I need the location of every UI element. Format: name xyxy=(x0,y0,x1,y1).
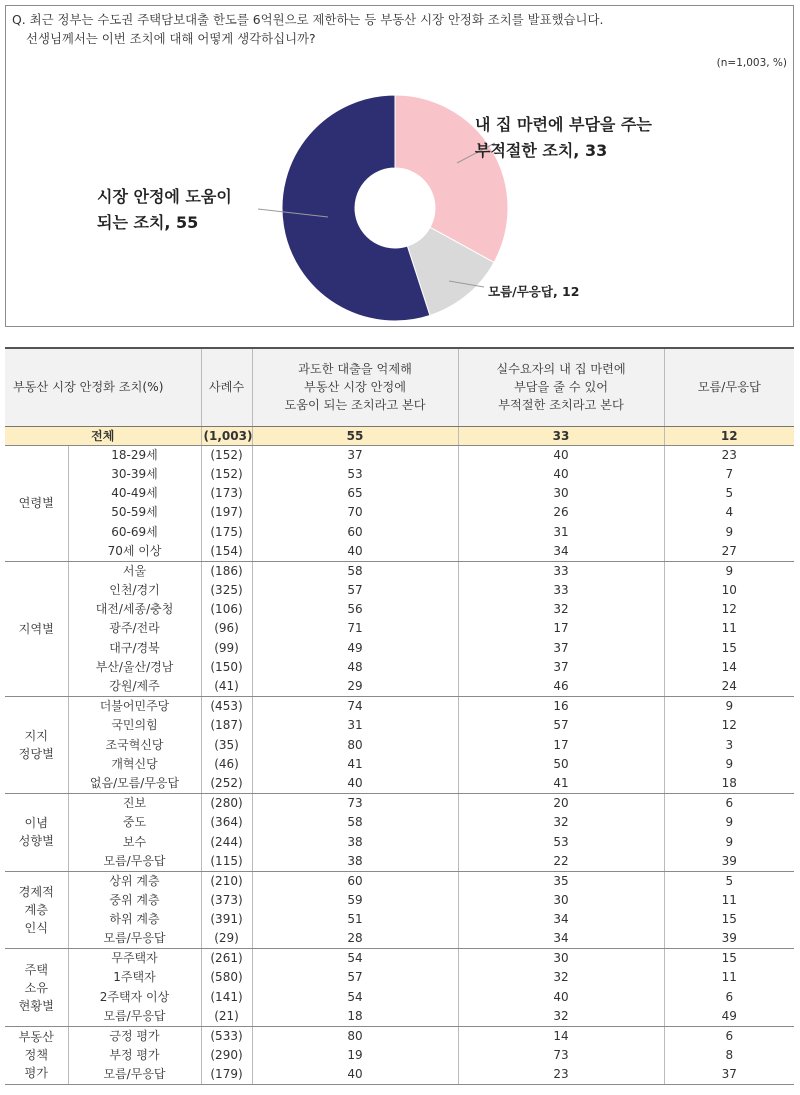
row-helpful: 59 xyxy=(252,891,458,910)
row-label: 1주택자 xyxy=(68,968,201,987)
slice-label-inappropriate-line-1: 내 집 마련에 부담을 주는 xyxy=(475,115,652,134)
table-row xyxy=(5,600,794,619)
row-dont-know: 9 xyxy=(664,522,794,541)
row-label: 60-69세 xyxy=(68,522,201,541)
row-helpful: 29 xyxy=(252,677,458,697)
row-label: 상위 계층 xyxy=(68,871,201,891)
row-inappropriate: 23 xyxy=(458,1065,664,1085)
row-helpful: 19 xyxy=(252,1046,458,1065)
slice-label-dont-know: 모름/무응답, 12 xyxy=(488,284,580,299)
row-inappropriate: 57 xyxy=(458,716,664,735)
table-row xyxy=(5,891,794,910)
row-sample-size: (373) xyxy=(201,891,252,910)
row-sample-size: (152) xyxy=(201,465,252,484)
group-label xyxy=(5,794,68,872)
row-dont-know: 14 xyxy=(664,658,794,677)
row-label: 무주택자 xyxy=(68,949,201,969)
row-inappropriate: 16 xyxy=(458,697,664,717)
row-helpful: 38 xyxy=(252,832,458,851)
row-dont-know: 11 xyxy=(664,891,794,910)
row-helpful: 58 xyxy=(252,813,458,832)
row-sample-size: (21) xyxy=(201,1007,252,1027)
row-dont-know: 23 xyxy=(664,445,794,465)
row-sample-size: (152) xyxy=(201,445,252,465)
row-dont-know: 9 xyxy=(664,755,794,774)
row-dont-know: 39 xyxy=(664,929,794,949)
row-label: 긍정 평가 xyxy=(68,1026,201,1046)
table-row xyxy=(5,445,794,465)
row-helpful: 56 xyxy=(252,600,458,619)
row-label: 부정 평가 xyxy=(68,1046,201,1065)
row-dont-know: 10 xyxy=(664,581,794,600)
row-sample-size: (35) xyxy=(201,735,252,754)
header-inappropriate xyxy=(458,348,664,426)
row-sample-size: (29) xyxy=(201,929,252,949)
row-helpful: 73 xyxy=(252,794,458,814)
table-row xyxy=(5,1065,794,1085)
table-row xyxy=(5,813,794,832)
row-sample-size: (261) xyxy=(201,949,252,969)
total-sample-size: (1,003) xyxy=(201,426,252,445)
row-helpful: 40 xyxy=(252,542,458,562)
row-dont-know: 4 xyxy=(664,503,794,522)
row-dont-know: 11 xyxy=(664,968,794,987)
row-dont-know: 15 xyxy=(664,910,794,929)
total-inappropriate: 33 xyxy=(458,426,664,445)
total-dont-know: 12 xyxy=(664,426,794,445)
row-sample-size: (364) xyxy=(201,813,252,832)
table-row xyxy=(5,1026,794,1046)
row-inappropriate: 50 xyxy=(458,755,664,774)
group-label xyxy=(5,561,68,696)
row-dont-know: 12 xyxy=(664,716,794,735)
table-body xyxy=(5,426,794,1085)
row-inappropriate: 37 xyxy=(458,658,664,677)
row-sample-size: (197) xyxy=(201,503,252,522)
row-helpful: 48 xyxy=(252,658,458,677)
table-row xyxy=(5,735,794,754)
donut-chart xyxy=(6,6,795,328)
row-inappropriate: 32 xyxy=(458,968,664,987)
group-label xyxy=(5,1026,68,1084)
table-row xyxy=(5,697,794,717)
row-inappropriate: 34 xyxy=(458,542,664,562)
group-label-line: 소유 xyxy=(24,980,49,995)
row-sample-size: (580) xyxy=(201,968,252,987)
row-dont-know: 18 xyxy=(664,774,794,794)
total-helpful: 55 xyxy=(252,426,458,445)
row-sample-size: (175) xyxy=(201,522,252,541)
header-inappropriate-line-1: 실수요자의 내 집 마련에 xyxy=(496,362,626,377)
slice-label-inappropriate-line-2: 부적절한 조치, 33 xyxy=(475,141,608,160)
row-sample-size: (186) xyxy=(201,561,252,581)
row-inappropriate: 32 xyxy=(458,600,664,619)
table-row xyxy=(5,581,794,600)
row-label: 모름/무응답 xyxy=(68,852,201,872)
question-line-1: Q. 최근 정부는 수도권 주택담보대출 한도를 6억원으로 제한하는 등 부동산 시장 안정화 조치를 발표했습니다. xyxy=(12,12,604,27)
row-sample-size: (141) xyxy=(201,988,252,1007)
group-label-line: 주택 xyxy=(24,962,49,977)
slice-label-helpful-line-2: 되는 조치, 55 xyxy=(97,213,199,232)
header-helpful xyxy=(252,348,458,426)
table-row xyxy=(5,619,794,638)
row-sample-size: (325) xyxy=(201,581,252,600)
row-sample-size: (453) xyxy=(201,697,252,717)
table-row xyxy=(5,542,794,562)
row-dont-know: 9 xyxy=(664,561,794,581)
row-label: 더불어민주당 xyxy=(68,697,201,717)
slice-label-helpful xyxy=(97,184,232,236)
row-helpful: 74 xyxy=(252,697,458,717)
total-label: 전체 xyxy=(5,426,201,445)
row-sample-size: (150) xyxy=(201,658,252,677)
row-sample-size: (210) xyxy=(201,871,252,891)
row-helpful: 80 xyxy=(252,1026,458,1046)
row-label: 없음/모름/무응답 xyxy=(68,774,201,794)
row-inappropriate: 34 xyxy=(458,910,664,929)
row-label: 중위 계층 xyxy=(68,891,201,910)
row-sample-size: (187) xyxy=(201,716,252,735)
row-label: 부산/울산/경남 xyxy=(68,658,201,677)
row-dont-know: 7 xyxy=(664,465,794,484)
row-inappropriate: 14 xyxy=(458,1026,664,1046)
table-row xyxy=(5,465,794,484)
group-label xyxy=(5,697,68,794)
row-label: 하위 계층 xyxy=(68,910,201,929)
row-label: 모름/무응답 xyxy=(68,1007,201,1027)
row-dont-know: 15 xyxy=(664,949,794,969)
group-label-line: 정책 xyxy=(24,1048,49,1063)
row-helpful: 40 xyxy=(252,774,458,794)
group-label-line: 경제적 xyxy=(18,884,54,899)
row-inappropriate: 35 xyxy=(458,871,664,891)
group-label-line: 지지 xyxy=(24,729,49,744)
row-label: 국민의힘 xyxy=(68,716,201,735)
table-row xyxy=(5,716,794,735)
table-row xyxy=(5,1046,794,1065)
row-label: 40-49세 xyxy=(68,484,201,503)
row-dont-know: 27 xyxy=(664,542,794,562)
row-dont-know: 5 xyxy=(664,871,794,891)
row-dont-know: 6 xyxy=(664,988,794,1007)
row-dont-know: 39 xyxy=(664,852,794,872)
row-inappropriate: 53 xyxy=(458,832,664,851)
row-label: 중도 xyxy=(68,813,201,832)
group-label xyxy=(5,949,68,1027)
row-label: 18-29세 xyxy=(68,445,201,465)
row-inappropriate: 32 xyxy=(458,1007,664,1027)
table-row xyxy=(5,968,794,987)
row-sample-size: (99) xyxy=(201,639,252,658)
row-dont-know: 11 xyxy=(664,619,794,638)
row-inappropriate: 32 xyxy=(458,813,664,832)
row-helpful: 49 xyxy=(252,639,458,658)
header-sample-size: 사례수 xyxy=(201,348,252,426)
row-label: 광주/전라 xyxy=(68,619,201,638)
table-row xyxy=(5,910,794,929)
row-inappropriate: 33 xyxy=(458,561,664,581)
table-row xyxy=(5,929,794,949)
group-label-line: 정당별 xyxy=(18,747,54,762)
row-helpful: 80 xyxy=(252,735,458,754)
table-row xyxy=(5,658,794,677)
row-inappropriate: 41 xyxy=(458,774,664,794)
row-sample-size: (106) xyxy=(201,600,252,619)
row-sample-size: (154) xyxy=(201,542,252,562)
row-helpful: 57 xyxy=(252,581,458,600)
slice-label-helpful-line-1: 시장 안정에 도움이 xyxy=(97,187,232,206)
row-inappropriate: 20 xyxy=(458,794,664,814)
header-inappropriate-line-3: 부적절한 조치라고 본다 xyxy=(498,398,624,413)
row-helpful: 65 xyxy=(252,484,458,503)
row-dont-know: 6 xyxy=(664,794,794,814)
row-dont-know: 3 xyxy=(664,735,794,754)
row-label: 보수 xyxy=(68,832,201,851)
row-inappropriate: 34 xyxy=(458,929,664,949)
row-helpful: 60 xyxy=(252,871,458,891)
row-helpful: 18 xyxy=(252,1007,458,1027)
group-label-line: 평가 xyxy=(24,1066,49,1081)
total-row xyxy=(5,426,794,445)
row-helpful: 71 xyxy=(252,619,458,638)
row-inappropriate: 26 xyxy=(458,503,664,522)
row-label: 30-39세 xyxy=(68,465,201,484)
row-sample-size: (533) xyxy=(201,1026,252,1046)
table-row xyxy=(5,503,794,522)
table-row xyxy=(5,988,794,1007)
row-dont-know: 9 xyxy=(664,813,794,832)
row-helpful: 54 xyxy=(252,988,458,1007)
row-dont-know: 9 xyxy=(664,832,794,851)
row-inappropriate: 73 xyxy=(458,1046,664,1065)
header-helpful-line-3: 도움이 되는 조치라고 본다 xyxy=(284,398,426,413)
row-label: 모름/무응답 xyxy=(68,1065,201,1085)
row-label: 2주택자 이상 xyxy=(68,988,201,1007)
row-sample-size: (252) xyxy=(201,774,252,794)
row-helpful: 41 xyxy=(252,755,458,774)
row-helpful: 28 xyxy=(252,929,458,949)
row-inappropriate: 17 xyxy=(458,619,664,638)
row-dont-know: 49 xyxy=(664,1007,794,1027)
row-label: 인천/경기 xyxy=(68,581,201,600)
table-row xyxy=(5,949,794,969)
group-label-line: 부동산 xyxy=(18,1030,54,1045)
row-helpful: 57 xyxy=(252,968,458,987)
row-inappropriate: 17 xyxy=(458,735,664,754)
table-row xyxy=(5,561,794,581)
row-sample-size: (290) xyxy=(201,1046,252,1065)
table-row xyxy=(5,677,794,697)
row-sample-size: (41) xyxy=(201,677,252,697)
group-label-line: 인식 xyxy=(24,920,49,935)
row-helpful: 31 xyxy=(252,716,458,735)
row-inappropriate: 46 xyxy=(458,677,664,697)
row-sample-size: (46) xyxy=(201,755,252,774)
row-sample-size: (244) xyxy=(201,832,252,851)
row-label: 모름/무응답 xyxy=(68,929,201,949)
row-helpful: 70 xyxy=(252,503,458,522)
results-table xyxy=(5,347,794,1085)
table-row xyxy=(5,484,794,503)
group-label-line: 현황별 xyxy=(18,998,54,1013)
header-helpful-line-2: 부동산 시장 안정에 xyxy=(304,380,406,395)
row-helpful: 51 xyxy=(252,910,458,929)
row-label: 대구/경북 xyxy=(68,639,201,658)
group-label xyxy=(5,871,68,949)
row-inappropriate: 30 xyxy=(458,484,664,503)
table-row xyxy=(5,871,794,891)
row-inappropriate: 37 xyxy=(458,639,664,658)
row-label: 조국혁신당 xyxy=(68,735,201,754)
row-inappropriate: 33 xyxy=(458,581,664,600)
row-inappropriate: 30 xyxy=(458,949,664,969)
row-dont-know: 15 xyxy=(664,639,794,658)
group-label-line: 지역별 xyxy=(18,621,54,636)
row-label: 서울 xyxy=(68,561,201,581)
table-row xyxy=(5,755,794,774)
row-inappropriate: 31 xyxy=(458,522,664,541)
slice-label-inappropriate xyxy=(475,112,652,164)
row-helpful: 58 xyxy=(252,561,458,581)
row-sample-size: (391) xyxy=(201,910,252,929)
row-dont-know: 5 xyxy=(664,484,794,503)
row-dont-know: 12 xyxy=(664,600,794,619)
table-row xyxy=(5,1007,794,1027)
row-dont-know: 8 xyxy=(664,1046,794,1065)
group-label-line: 성향별 xyxy=(18,834,54,849)
row-label: 70세 이상 xyxy=(68,542,201,562)
row-inappropriate: 40 xyxy=(458,988,664,1007)
table-row xyxy=(5,774,794,794)
row-dont-know: 9 xyxy=(664,697,794,717)
row-inappropriate: 40 xyxy=(458,465,664,484)
table-row xyxy=(5,832,794,851)
row-inappropriate: 40 xyxy=(458,445,664,465)
table-row xyxy=(5,639,794,658)
row-inappropriate: 22 xyxy=(458,852,664,872)
row-helpful: 53 xyxy=(252,465,458,484)
row-label: 50-59세 xyxy=(68,503,201,522)
row-label: 진보 xyxy=(68,794,201,814)
row-helpful: 38 xyxy=(252,852,458,872)
table-header-row xyxy=(5,348,794,426)
table-row xyxy=(5,522,794,541)
row-dont-know: 37 xyxy=(664,1065,794,1085)
group-label-line: 이념 xyxy=(24,816,49,831)
row-inappropriate: 30 xyxy=(458,891,664,910)
row-label: 개혁신당 xyxy=(68,755,201,774)
header-category: 부동산 시장 안정화 조치(%) xyxy=(5,348,201,426)
row-sample-size: (173) xyxy=(201,484,252,503)
row-helpful: 54 xyxy=(252,949,458,969)
question-line-2: 선생님께서는 이번 조치에 대해 어떻게 생각하십니까? xyxy=(26,31,316,46)
row-sample-size: (115) xyxy=(201,852,252,872)
group-label-line: 연령별 xyxy=(18,496,54,511)
group-label-line: 계층 xyxy=(24,902,49,917)
row-sample-size: (179) xyxy=(201,1065,252,1085)
row-label: 대전/세종/충청 xyxy=(68,600,201,619)
sample-size-note: (n=1,003, %) xyxy=(716,57,787,69)
row-label: 강원/제주 xyxy=(68,677,201,697)
row-dont-know: 24 xyxy=(664,677,794,697)
row-sample-size: (280) xyxy=(201,794,252,814)
table-row xyxy=(5,794,794,814)
row-helpful: 60 xyxy=(252,522,458,541)
group-label xyxy=(5,445,68,561)
header-inappropriate-line-2: 부담을 줄 수 있어 xyxy=(513,380,609,395)
row-dont-know: 6 xyxy=(664,1026,794,1046)
chart-panel xyxy=(5,5,794,327)
header-dont-know: 모름/무응답 xyxy=(664,348,794,426)
row-sample-size: (96) xyxy=(201,619,252,638)
header-helpful-line-1: 과도한 대출을 억제해 xyxy=(298,362,412,377)
row-helpful: 40 xyxy=(252,1065,458,1085)
table-row xyxy=(5,852,794,872)
row-helpful: 37 xyxy=(252,445,458,465)
